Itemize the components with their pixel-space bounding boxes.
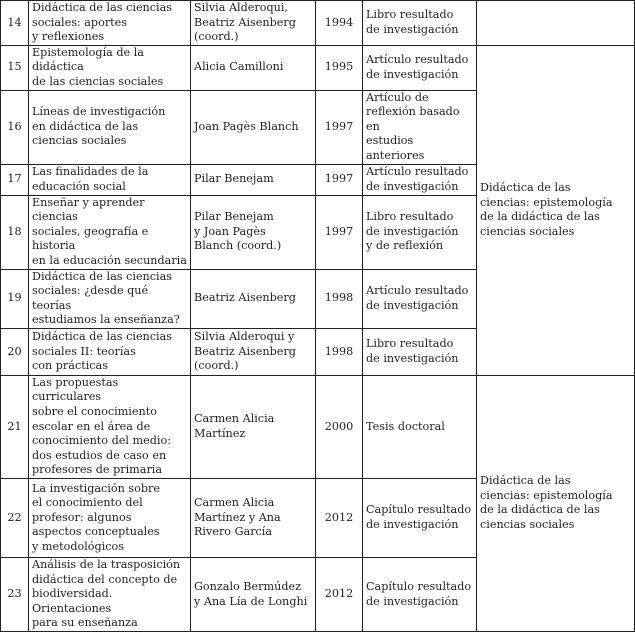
table-row <box>1 1 635 46</box>
work-year: 2000 <box>316 375 363 478</box>
work-title: Didáctica de las ciencias sociales: aportes y reflexiones <box>29 1 191 46</box>
work-type: Libro resultado de investigación y de reflexión <box>363 195 477 269</box>
work-author: Carmen Alicia Martínez y Ana Rivero García <box>191 479 316 558</box>
work-year: 1997 <box>316 164 363 195</box>
work-year: 1997 <box>316 90 363 164</box>
work-type: Artículo resultado de investigación <box>363 164 477 195</box>
work-title: La investigación sobre el conocimiento del profesor: algunos aspectos conceptuales y metodológicos <box>29 479 191 558</box>
work-author: Silvia Alderoqui, Beatriz Aisenberg (coord.) <box>191 1 316 46</box>
row-number: 17 <box>1 164 29 195</box>
work-author: Joan Pagès Blanch <box>191 90 316 164</box>
work-author: Pilar Benejam <box>191 164 316 195</box>
row-number: 19 <box>1 269 29 328</box>
work-title: Las finalidades de la educación social <box>29 164 191 195</box>
row-number: 23 <box>1 558 29 632</box>
work-author: Beatriz Aisenberg <box>191 269 316 328</box>
work-type: Artículo resultado de investigación <box>363 269 477 328</box>
work-type: Tesis doctoral <box>363 375 477 478</box>
work-title: Líneas de investigación en didáctica de las ciencias sociales <box>29 90 191 164</box>
work-type: Libro resultado de investigación <box>363 1 477 46</box>
work-title: Análisis de la trasposición didáctica del concepto de biodiversidad. Orientaciones para su enseñanza <box>29 558 191 632</box>
category-label: Didáctica de las ciencias: epistemología de la didáctica de las ciencias sociales <box>477 375 635 631</box>
row-number: 18 <box>1 195 29 269</box>
work-year: 1997 <box>316 195 363 269</box>
work-author: Carmen Alicia Martínez <box>191 375 316 478</box>
row-number: 15 <box>1 45 29 90</box>
table-row <box>1 45 635 90</box>
work-type: Libro resultado de investigación <box>363 328 477 375</box>
work-title: Didáctica de las ciencias sociales II: teorías con prácticas <box>29 328 191 375</box>
category-label: Didáctica de las ciencias: epistemología de la didáctica de las ciencias sociales <box>477 45 635 375</box>
row-number: 22 <box>1 479 29 558</box>
row-number: 16 <box>1 90 29 164</box>
work-author: Alicia Camilloni <box>191 45 316 90</box>
row-number: 14 <box>1 1 29 46</box>
work-year: 1998 <box>316 269 363 328</box>
work-type: Capítulo resultado de investigación <box>363 479 477 558</box>
table-row <box>1 375 635 478</box>
work-type: Capítulo resultado de investigación <box>363 558 477 632</box>
category-empty <box>477 1 635 46</box>
work-title: Didáctica de las ciencias sociales: ¿desde qué teorías estudiamos la enseñanza? <box>29 269 191 328</box>
work-author: Pilar Benejam y Joan Pagès Blanch (coord.) <box>191 195 316 269</box>
work-year: 1998 <box>316 328 363 375</box>
work-year: 2012 <box>316 558 363 632</box>
row-number: 20 <box>1 328 29 375</box>
work-year: 2012 <box>316 479 363 558</box>
work-type: Artículo resultado de investigación <box>363 45 477 90</box>
work-author: Gonzalo Bermúdez y Ana Lía de Longhi <box>191 558 316 632</box>
work-year: 1995 <box>316 45 363 90</box>
work-title: Enseñar y aprender ciencias sociales, geografía e historia en la educación secundaria <box>29 195 191 269</box>
work-type: Artículo de reflexión basado en estudios anteriores <box>363 90 477 164</box>
row-number: 21 <box>1 375 29 478</box>
work-title: Las propuestas curriculares sobre el conocimiento escolar en el área de conocimiento del medio: dos estudios de caso en profesores de primaria <box>29 375 191 478</box>
work-author: Silvia Alderoqui y Beatriz Aisenberg (coord.) <box>191 328 316 375</box>
work-title: Epistemología de la didáctica de las ciencias sociales <box>29 45 191 90</box>
work-year: 1994 <box>316 1 363 46</box>
